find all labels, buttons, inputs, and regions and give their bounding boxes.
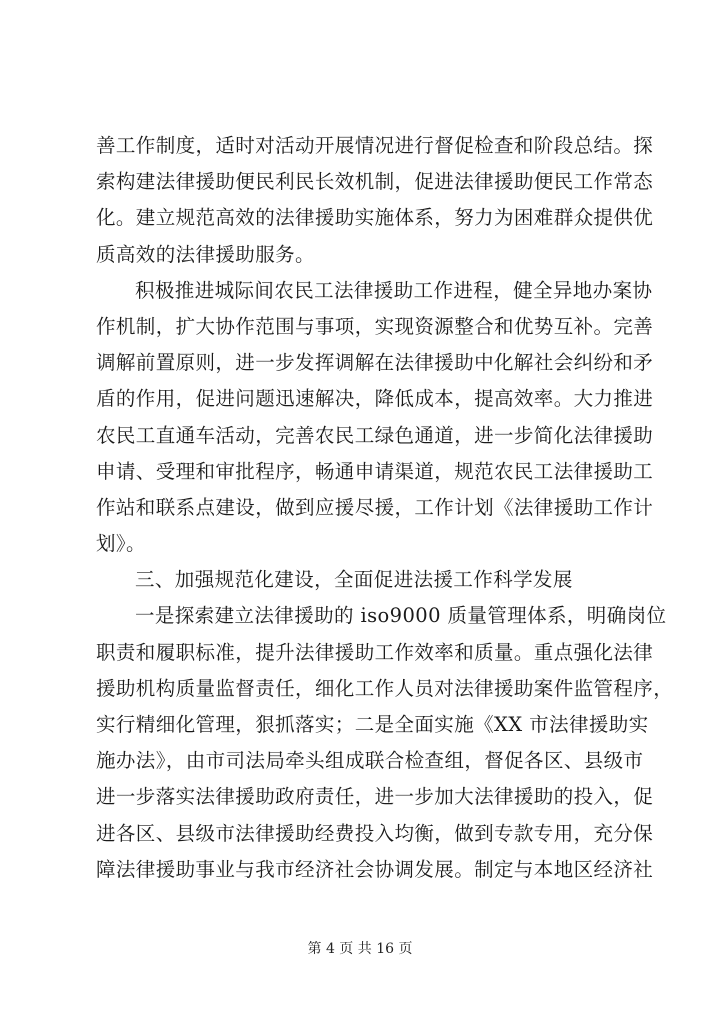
text-line: 申请、受理和审批程序，畅通申请渠道，规范农民工法律援助工	[96, 459, 654, 483]
text-line: 化。建立规范高效的法律援助实施体系，努力为困难群众提供优	[96, 206, 654, 230]
text-line: 作站和联系点建设，做到应援尽援，工作计划《法律援助工作计	[96, 495, 654, 519]
text-line: 质高效的法律援助服务。	[96, 242, 315, 266]
text-line: 职责和履职标准，提升法律援助工作效率和质量。重点强化法律	[96, 640, 654, 664]
page-footer: 第 4 页 共 16 页	[307, 941, 413, 957]
text-line: 进各区、县级市法律援助经费投入均衡，做到专款专用，充分保	[96, 821, 654, 845]
text-line: 调解前置原则，进一步发挥调解在法律援助中化解社会纠纷和矛	[96, 351, 654, 375]
text-line: 一是探索建立法律援助的 iso9000 质量管理体系，明确岗位	[135, 604, 667, 628]
text-line: 划》。	[96, 532, 146, 556]
text-line: 盾的作用，促进问题迅速解决，降低成本，提高效率。大力推进	[96, 387, 654, 411]
text-line: 实行精细化管理，狠抓落实；二是全面实施《XX 市法律援助实	[96, 713, 649, 736]
text-line: 索构建法律援助便民利民长效机制，促进法律援助便民工作常态	[96, 170, 654, 194]
text-line: 善工作制度，适时对活动开展情况进行督促检查和阶段总结。探	[96, 134, 654, 157]
text-line: 进一步落实法律援助政府责任，进一步加大法律援助的投入，促	[96, 785, 654, 809]
text-line: 农民工直通车活动，完善农民工绿色通道，进一步简化法律援助	[96, 423, 654, 447]
text-line: 援助机构质量监督责任，细化工作人员对法律援助案件监管程序，	[96, 676, 674, 700]
text-line: 障法律援助事业与我市经济社会协调发展。制定与本地区经济社	[96, 857, 654, 881]
text-line: 作机制，扩大协作范围与事项，实现资源整合和优势互补。完善	[96, 314, 654, 338]
text-line: 施办法》，由市司法局牵头组成联合检查组，督促各区、县级市	[96, 749, 644, 773]
body-text	[96, 128, 674, 888]
text-line: 三、加强规范化建设，全面促进法援工作科学发展	[135, 568, 573, 592]
text-line: 积极推进城际间农民工法律援助工作进程，健全异地办案协	[135, 278, 653, 302]
